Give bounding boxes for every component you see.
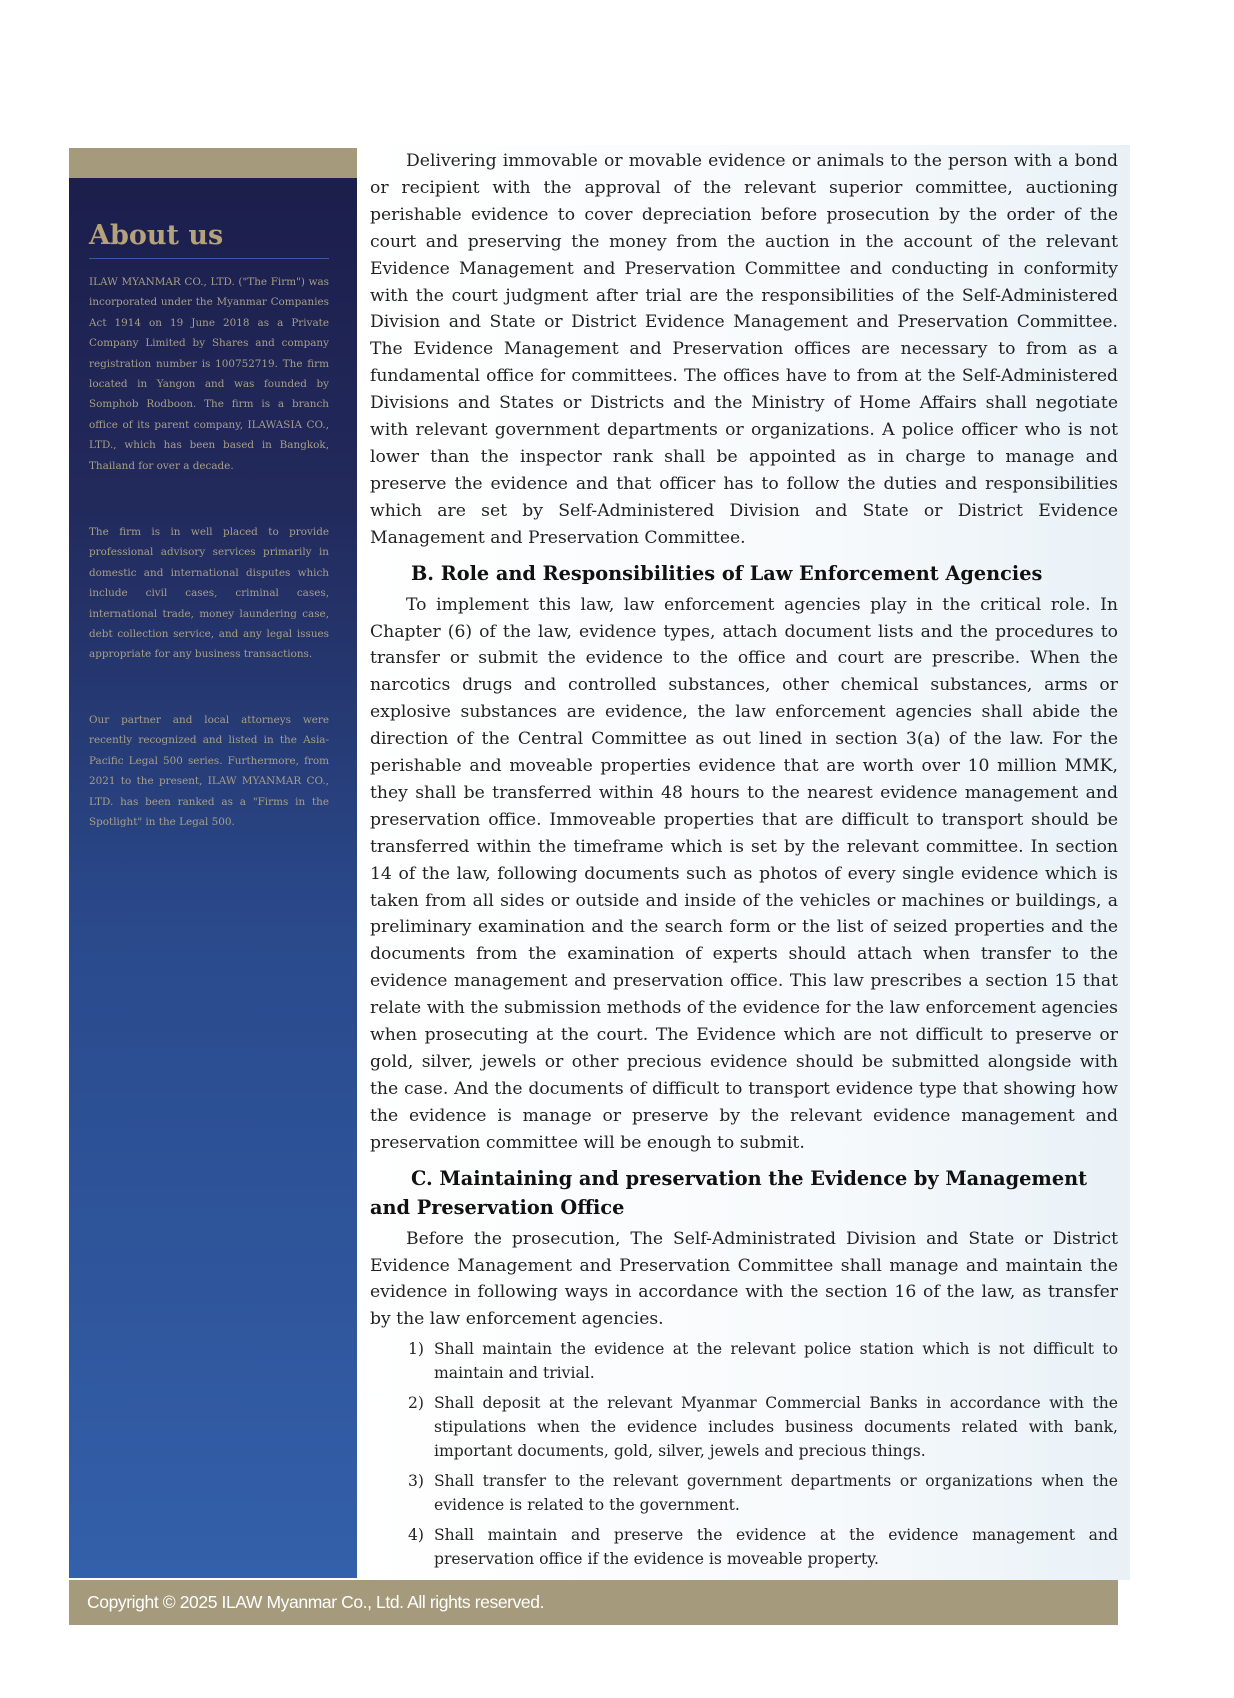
list-item-number: 4) [408,1526,425,1545]
about-paragraph-firm: ILAW MYANMAR CO., LTD. ("The Firm") was incorporated under the Myanmar Companies Act 1914 on 19 June 2018 as a Private Company Limited by Shares and company registration number is 100752719. The firm located in Yangon and was founded by Somphob Rodboon. The firm is a branch office of its parent company, ILAWASIA CO., LTD., which has been based in Bangkok, Thailand for over a decade. [89,276,329,472]
section-c-paragraph: Before the prosecution, The Self-Administrated Division and State or District Evidence Management and Preservation Committee shall manage and maintain the evidence in following ways in accordance with the section 16 of the law, as transfer by the law enforcement agencies. [370,1228,1118,1330]
list-item-text: Shall transfer to the relevant government departments or organizations when the evidence is related to the government. [434,1472,1118,1515]
main-content [370,148,1118,1577]
about-divider [89,258,329,259]
list-item [370,1469,1118,1517]
copyright-footer [69,1580,1118,1625]
list-item-number: 3) [408,1472,425,1491]
list-item-number: 2) [408,1394,425,1413]
list-item [370,1391,1118,1463]
list-item-text: Shall maintain and preserve the evidence at the evidence management and preservation office if the evidence is moveable property. [434,1526,1118,1569]
section-b-heading: B. Role and Responsibilities of Law Enforcement Agencies [411,561,1043,585]
intro-paragraph: Delivering immovable or movable evidence or animals to the person with a bond or recipient with the approval of the relevant superior committee, auctioning perishable evidence to cover depreciation before prosecution by the order of the court and preserving the money from the auction in the account of the relevant Evidence Management and Preservation Committee and conducting in conformity with the court judgment after trial are the responsibilities of the Self-Administered Division and State or District Evidence Management and Preservation Committee. The Evidence Management and Preservation offices are necessary to from as a fundamental office for committees. The offices have to from at the Self-Administered Divisions and States or Districts and the Ministry of Home Affairs shall negotiate with relevant government departments or organizations. A police officer who is not lower than the inspector rank shall be appointed as in charge to manage and preserve the evidence and that officer has to follow the duties and responsibilities which are set by Self-Administered Division and State or District Evidence Management and Preservation Committee. [370,151,1118,548]
list-item-text: Shall deposit at the relevant Myanmar Commercial Banks in accordance with the stipulations when the evidence includes business documents related with bank, important documents, gold, silver, jewels and precious things. [434,1394,1118,1461]
list-item [370,1523,1118,1571]
about-us-heading: About us [89,220,224,251]
list-item-number: 1) [408,1340,425,1359]
section-c-heading: C. Maintaining and preservation the Evidence by Management and Preservation Office [370,1166,1088,1219]
evidence-maintenance-list [370,1337,1118,1571]
list-item [370,1337,1118,1385]
copyright-text: Copyright © 2025 ILAW Myanmar Co., Ltd. All rights reserved. [87,1592,545,1612]
list-item-text: Shall maintain the evidence at the relevant police station which is not difficult to maintain and trivial. [434,1340,1118,1383]
sidebar-top-band [69,148,357,178]
section-b-paragraph: To implement this law, law enforcement agencies play in the critical role. In Chapter (6) of the law, evidence types, attach document lists and the procedures to transfer or submit the evidence to the office and court are prescribe. When the narcotics drugs and controlled substances, other chemical substances, arms or explosive substances are evidence, the law enforcement agencies shall abide the direction of the Central Committee as out lined in section 3(a) of the law. For the perishable and moveable properties evidence that are worth over 10 million MMK, they shall be transferred within 48 hours to the nearest evidence management and preservation office. Immoveable properties that are difficult to transport should be transferred within the timeframe which is set by the relevant committee. In section 14 of the law, following documents such as photos of every single evidence which is taken from all sides or outside and inside of the vehicles or machines or buildings, a preliminary examination and the search form or the list of seized properties and the documents from the examination of experts should attach when transfer to the evidence management and preservation office. This law prescribes a section 15 that relate with the submission methods of the evidence for the law enforcement agencies when prosecuting at the court. The Evidence which are not difficult to preserve or gold, silver, jewels or other precious evidence should be submitted alongside with the case. And the documents of difficult to transport evidence type that showing how the evidence is manage or preserve by the relevant evidence management and preservation committee will be enough to submit. [370,594,1118,1153]
about-sidebar [69,148,357,1578]
about-paragraph-recognition: Our partner and local attorneys were recently recognized and listed in the Asia-Pacific Legal 500 series. Furthermore, from 2021 to the present, ILAW MYANMAR CO., LTD. has been ranked as a "Firms in the Spotlight" in the Legal 500. [89,714,329,829]
about-paragraph-services: The firm is in well placed to provide professional advisory services primarily in domestic and international disputes which include civil cases, criminal cases, international trade, money laundering case, debt collection service, and any legal issues appropriate for any business transactions. [89,526,329,661]
